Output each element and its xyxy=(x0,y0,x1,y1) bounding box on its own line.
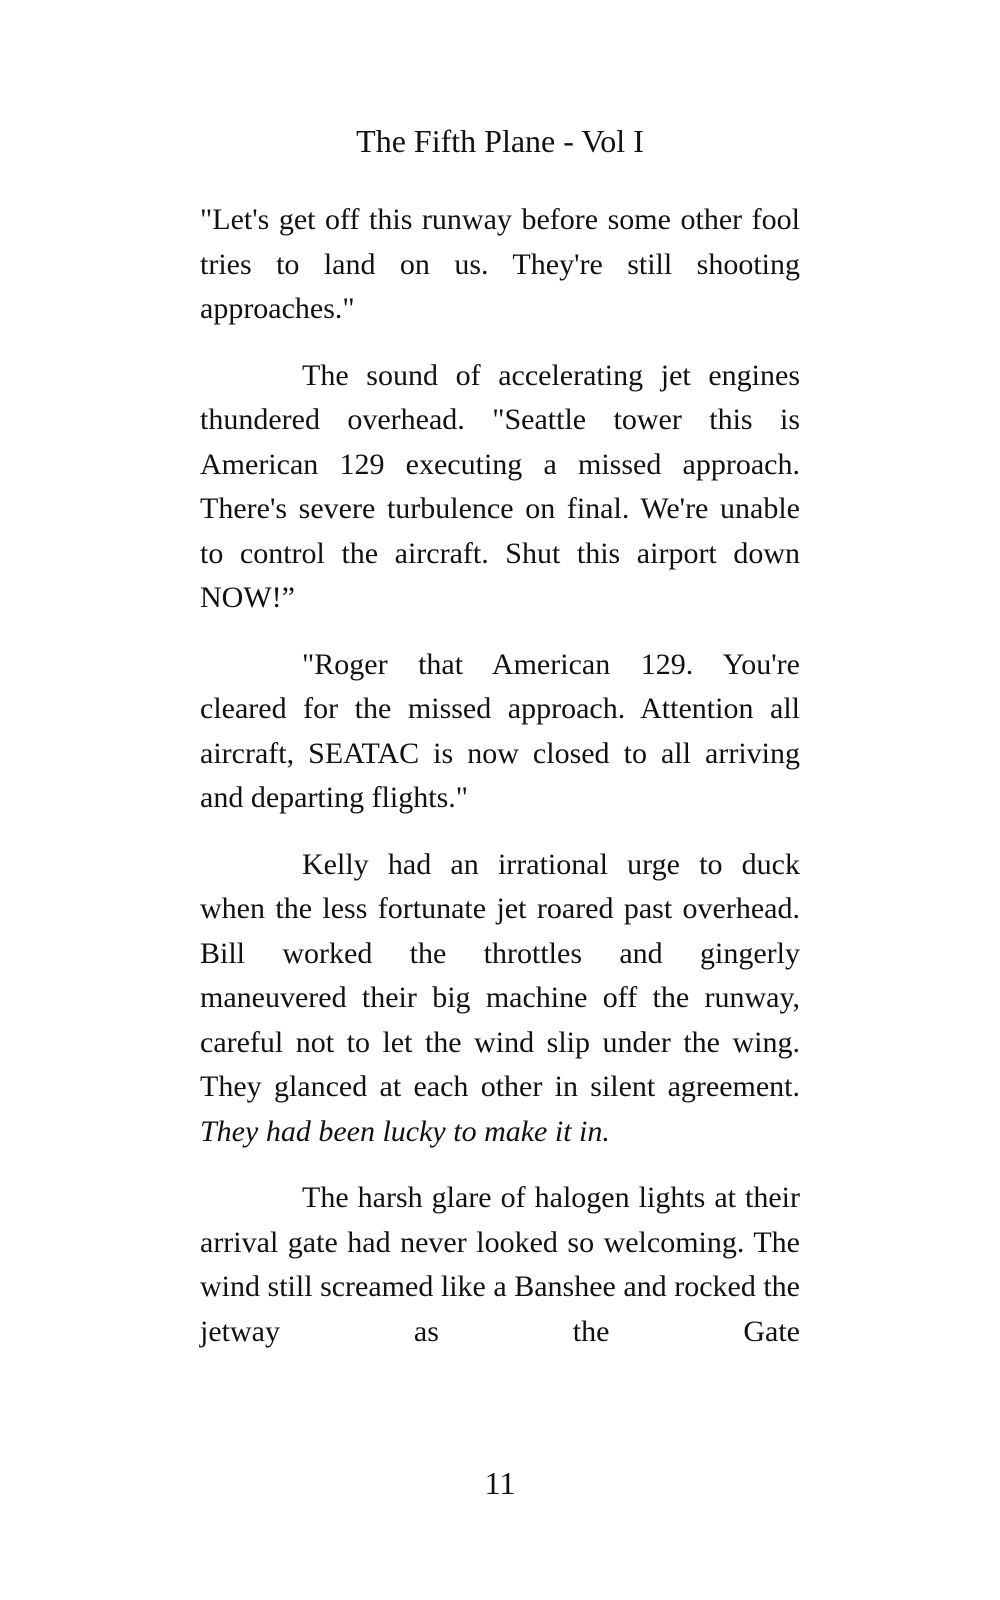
paragraph-2: The sound of accelerating jet engines thundered overhead. "Seattle tower this is American 129 executing a missed approach. There's severe turbulence on final. We're unable to control the aircraft. Shut this airport down NOW!” xyxy=(200,358,800,614)
paragraph-4-text: Kelly had an irrational urge to duck when the less fortunate jet roared past overhead. Bill worked the throttles and gingerly maneuvered their big machine off the runway, careful not to let the wind slip under the wing. They glanced at each other in silent agreement. xyxy=(200,847,800,1103)
paragraph-4 xyxy=(200,843,800,1155)
paragraph-4-italic: They had been lucky to make it in. xyxy=(200,1114,610,1148)
paragraph-3: "Roger that American 129. You're cleared for the missed approach. Attention all aircraft, SEATAC is now closed to all arriving and departing flights." xyxy=(200,647,800,814)
body-text xyxy=(200,198,800,1354)
running-header: The Fifth Plane - Vol I xyxy=(356,123,644,159)
page-number: 11 xyxy=(484,1465,516,1501)
paragraph-1: "Let's get off this runway before some other fool tries to land on us. They're still shooting approaches." xyxy=(200,203,800,325)
paragraph-5: The harsh glare of halogen lights at their arrival gate had never looked so welcoming. The wind still screamed like a Banshee and rocked the jetway as the Gate xyxy=(200,1181,800,1348)
